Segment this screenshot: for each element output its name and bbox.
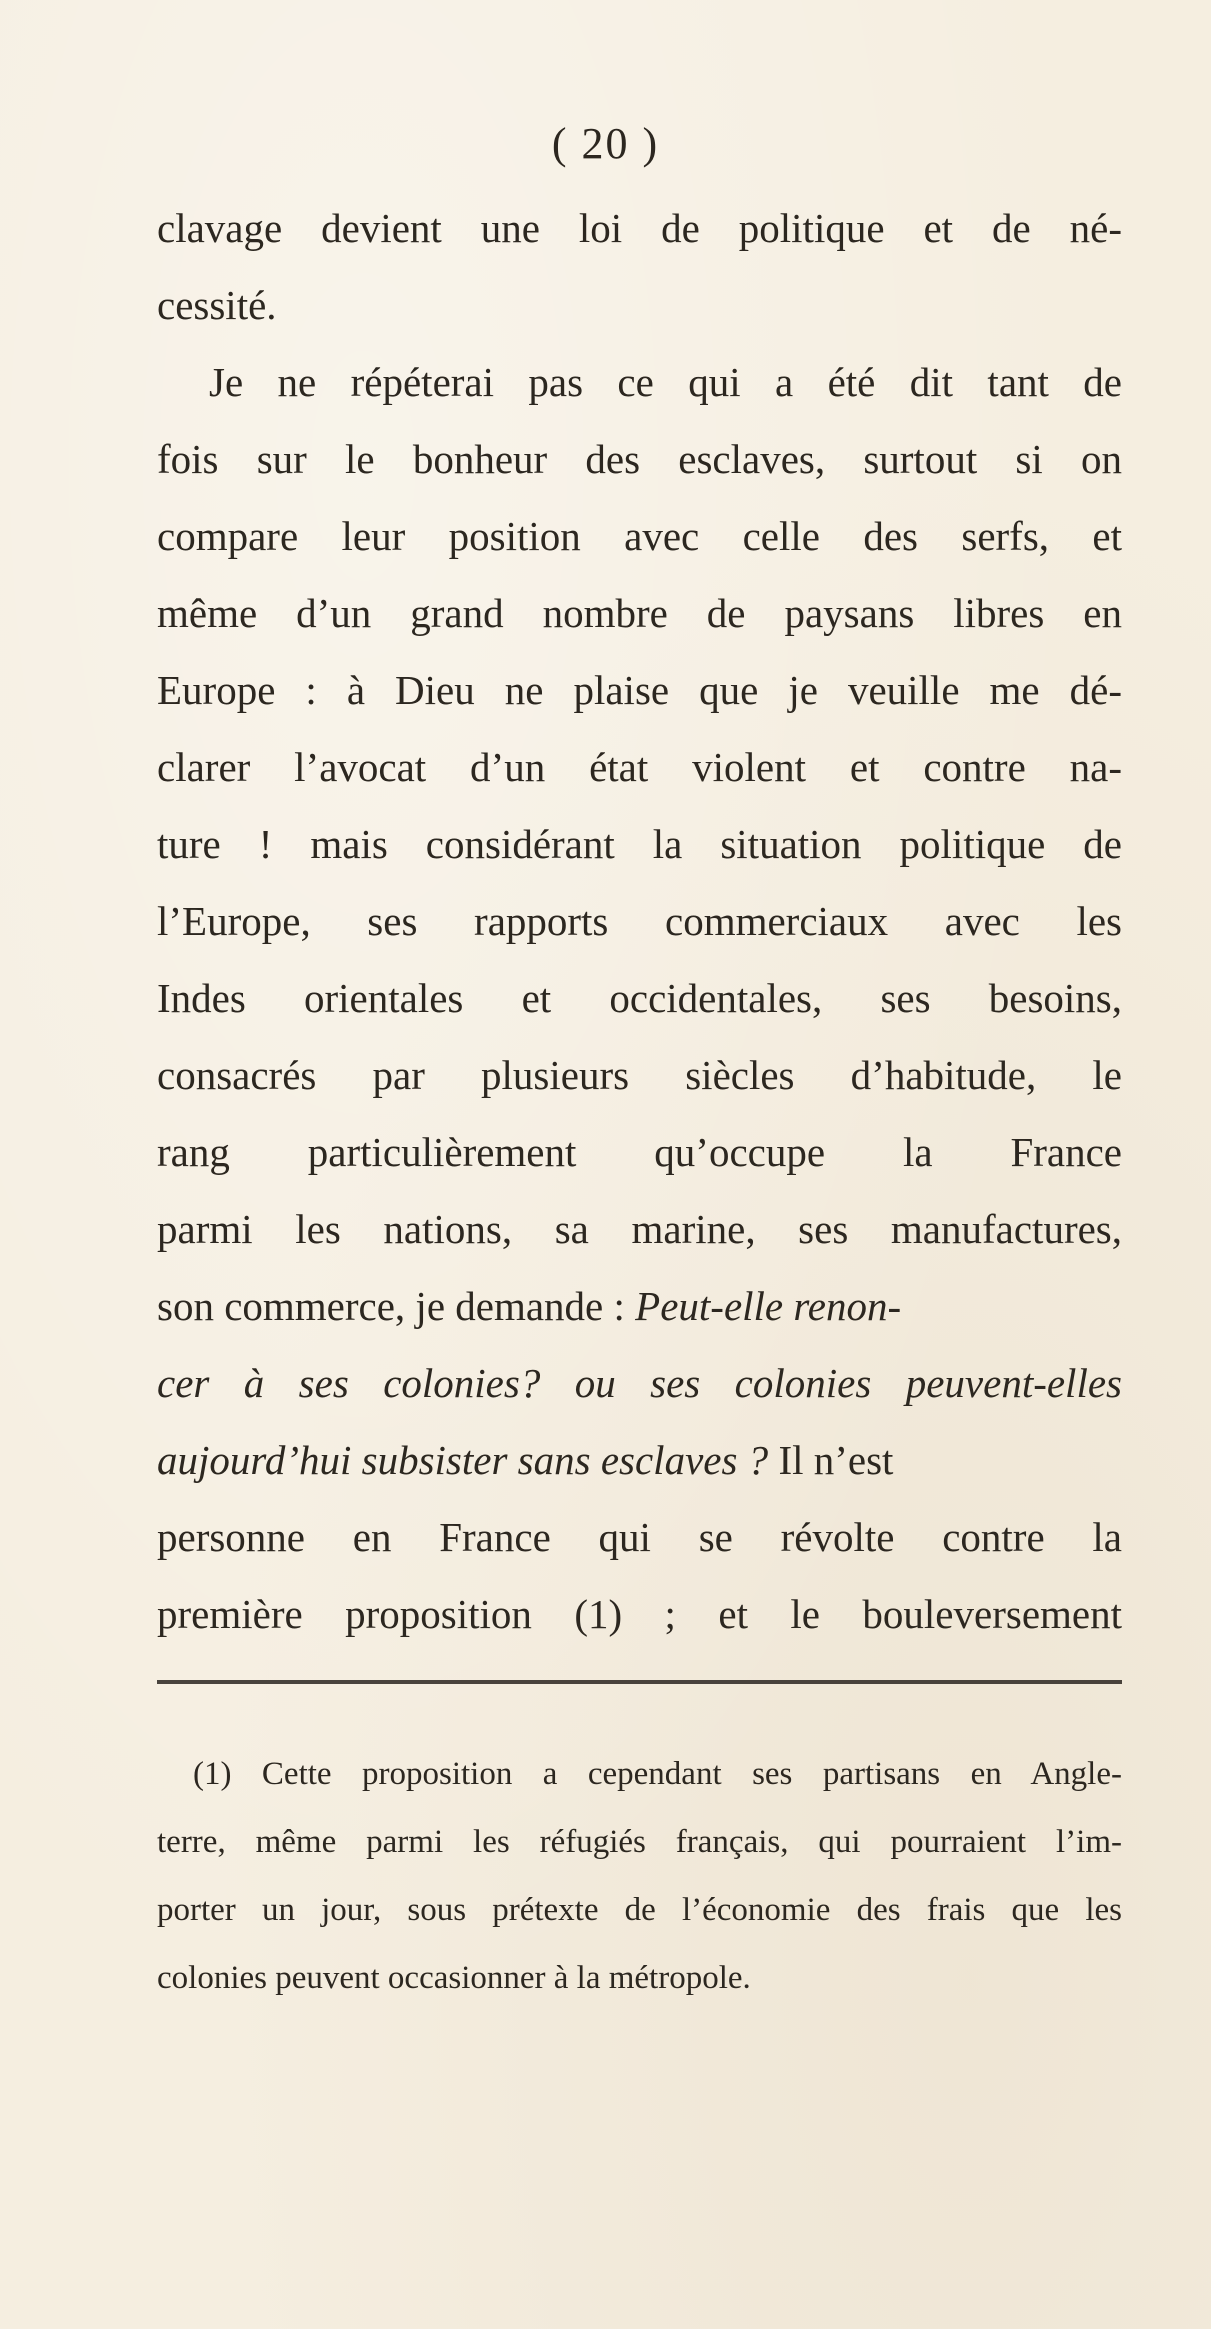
text-line: personne en France qui se révolte contre la bbox=[157, 1514, 1122, 1560]
text-line bbox=[157, 1268, 1122, 1345]
text-line: Indes orientales et occidentales, ses besoins, bbox=[157, 975, 1122, 1021]
text-line: première proposition (1) ; et le bouleversement bbox=[157, 1591, 1122, 1637]
footnote-line: (1) Cette proposition a cependant ses partisans en Angle- bbox=[193, 1756, 1122, 1792]
text-line: compare leur position avec celle des serfs, et bbox=[157, 513, 1122, 559]
text-line: fois sur le bonheur des esclaves, surtout si on bbox=[157, 436, 1122, 482]
footnote bbox=[157, 1740, 1122, 2012]
italic-question: aujourd’hui subsister sans esclaves ? bbox=[157, 1437, 769, 1483]
italic-question-line: cer à ses colonies? ou ses colonies peuvent-elles bbox=[157, 1360, 1122, 1406]
text-line: rang particulièrement qu’occupe la France bbox=[157, 1129, 1122, 1175]
text-line bbox=[157, 1422, 1122, 1499]
text-line: Je ne répéterai pas ce qui a été dit tant de bbox=[209, 359, 1122, 405]
text-line: clarer l’avocat d’un état violent et contre na- bbox=[157, 744, 1122, 790]
footnote-line: terre, même parmi les réfugiés français, qui pourraient l’im- bbox=[157, 1824, 1122, 1860]
text-line: clavage devient une loi de politique et de né- bbox=[157, 205, 1122, 251]
text-line: Europe : à Dieu ne plaise que je veuille me dé- bbox=[157, 667, 1122, 713]
footnote-line: porter un jour, sous prétexte de l’économie des frais que les bbox=[157, 1892, 1122, 1928]
text-line: parmi les nations, sa marine, ses manufactures, bbox=[157, 1206, 1122, 1252]
text-segment: son commerce, je demande : bbox=[157, 1283, 636, 1329]
text-line: l’Europe, ses rapports commerciaux avec les bbox=[157, 898, 1122, 944]
text-line: ture ! mais considérant la situation politique de bbox=[157, 821, 1122, 867]
footnote-rule bbox=[157, 1680, 1122, 1684]
text-line: cessité. bbox=[157, 282, 277, 328]
italic-question: Peut-elle renon- bbox=[635, 1283, 902, 1329]
footnote-line: colonies peuvent occasionner à la métropole. bbox=[157, 1960, 751, 1996]
text-line: consacrés par plusieurs siècles d’habitude, le bbox=[157, 1052, 1122, 1098]
text-segment: Il n’est bbox=[768, 1437, 894, 1483]
main-text bbox=[157, 190, 1122, 1653]
text-line: même d’un grand nombre de paysans libres en bbox=[157, 590, 1122, 636]
page-number: ( 20 ) bbox=[551, 119, 660, 168]
